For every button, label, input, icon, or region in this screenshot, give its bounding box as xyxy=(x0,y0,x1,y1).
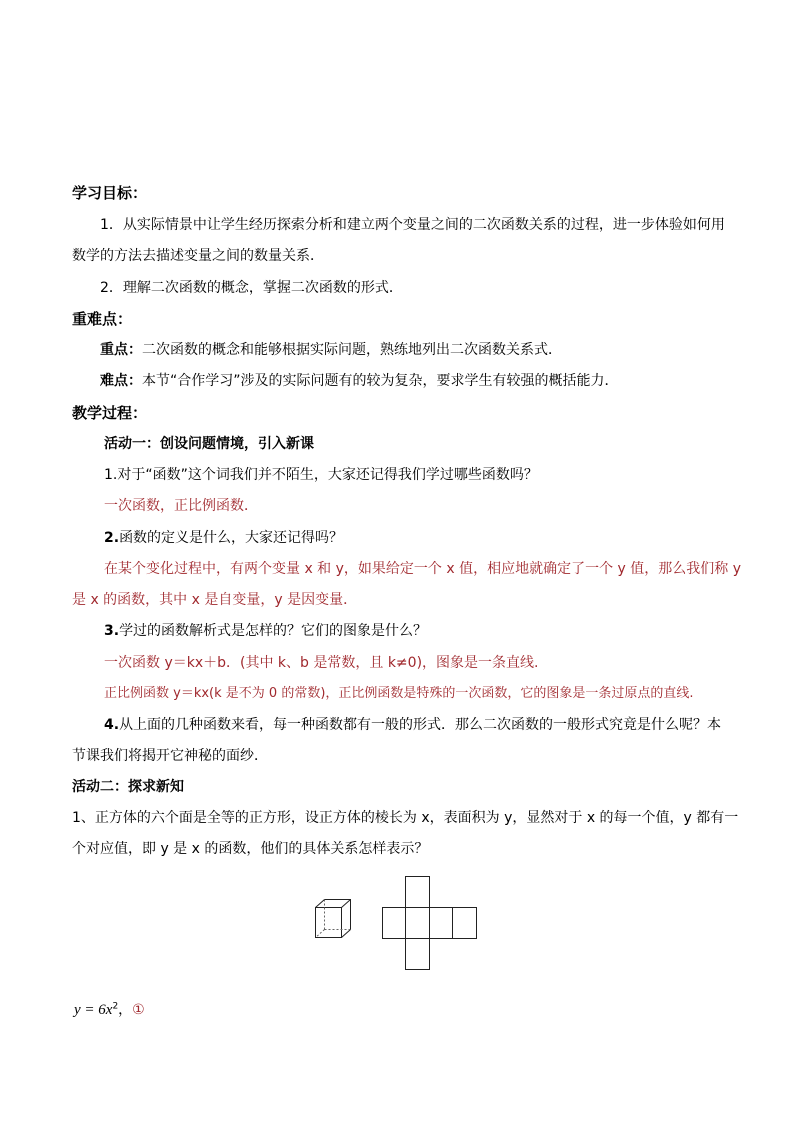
objectives-heading: 学习目标： xyxy=(72,184,148,202)
objective-1-line-2: 数学的方法去描述变量之间的数量关系． xyxy=(72,248,324,264)
question-3-text: 学过的函数解析式是怎样的？它们的图象是什么？ xyxy=(119,623,428,639)
key-text: 二次函数的概念和能够根据实际问题，熟练地列出二次函数关系式． xyxy=(142,342,562,358)
question-4-text: 从上面的几种函数来看，每一种函数都有一般的形式．那么二次函数的一般形式究竟是什么呢？本 xyxy=(119,717,722,733)
question-4-line-1 xyxy=(104,715,721,735)
answer-3-line-1: 一次函数 y＝kx＋b．(其中 k、b 是常数，且 k≠0)，图象是一条直线. xyxy=(104,655,539,671)
answer-2-line-2: 是 x 的函数，其中 x 是自变量，y 是因变量． xyxy=(72,592,358,608)
question-2-number: 2. xyxy=(104,530,120,546)
question-1-text: 对于“函数”这个词我们并不陌生，大家还记得我们学过哪些函数吗？ xyxy=(117,467,538,483)
activity-2-title: 活动二：探求新知 xyxy=(72,779,184,795)
formula-exponent: 2 xyxy=(112,1001,119,1012)
question-4-number: 4. xyxy=(104,717,120,733)
formula-lhs: y = 6x xyxy=(74,1002,113,1018)
key-points-heading: 重难点： xyxy=(72,310,133,328)
process-heading: 教学过程： xyxy=(72,404,148,422)
question-2-text: 函数的定义是什么，大家还记得吗？ xyxy=(119,530,344,546)
question-3-number: 3. xyxy=(104,623,120,639)
question-4-line-2: 节课我们将揭开它神秘的面纱． xyxy=(72,748,268,764)
objective-2: 2．理解二次函数的概念，掌握二次函数的形式． xyxy=(100,280,403,296)
answer-3-line-2: 正比例函数 y＝kx(k 是不为 0 的常数)，正比例函数是特殊的一次函数，它的图象是一条过原点的直线. xyxy=(104,686,694,701)
difficult-point xyxy=(100,371,619,391)
cube-figure xyxy=(310,895,352,943)
problem-1-line-2: 个对应值，即 y 是 x 的函数，他们的具体关系怎样表示？ xyxy=(72,841,429,857)
question-3 xyxy=(104,621,427,641)
objective-1-line-1: 1．从实际情景中让学生经历探索分析和建立两个变量之间的二次函数关系的过程，进一步体验如何用 xyxy=(100,217,725,233)
difficult-text: 本节“合作学习”涉及的实际问题有的较为复杂，要求学生有较强的概括能力． xyxy=(142,373,619,389)
question-1 xyxy=(104,465,538,485)
key-label: 重点： xyxy=(100,342,142,358)
formula-separator: ， xyxy=(118,1002,133,1018)
formula-label: ① xyxy=(132,1002,145,1018)
answer-1: 一次函数，正比例函数． xyxy=(104,498,258,514)
question-2 xyxy=(104,528,343,548)
formula-1 xyxy=(74,1000,145,1020)
key-point xyxy=(100,340,562,360)
problem-1-line-1: 1、正方体的六个面是全等的正方形，设正方体的棱长为 x，表面积为 y，显然对于 x 的每一个值，y 都有一 xyxy=(72,810,739,826)
cube-net-figure xyxy=(380,873,480,973)
activity-1-title: 活动一：创设问题情境，引入新课 xyxy=(104,436,314,452)
question-1-number: 1. xyxy=(104,467,118,483)
answer-2-line-1: 在某个变化过程中，有两个变量 x 和 y，如果给定一个 x 值，相应地就确定了一个 y 值，那么我们称 y xyxy=(104,561,742,577)
difficult-label: 难点： xyxy=(100,373,142,389)
